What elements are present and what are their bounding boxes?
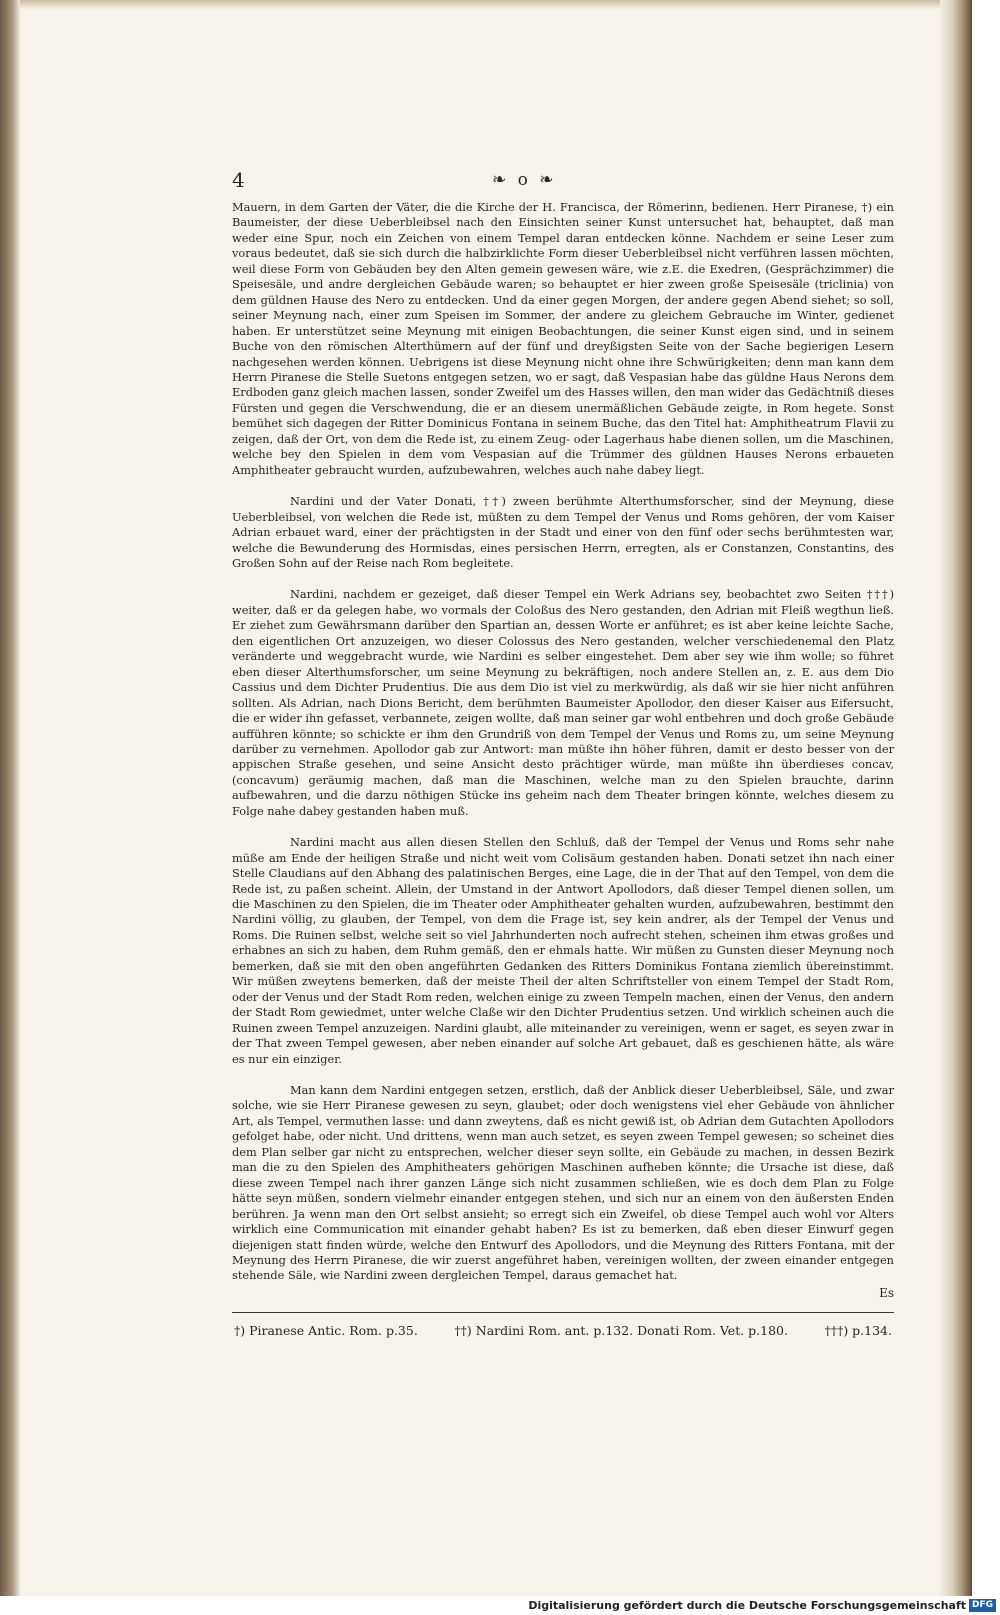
- digitization-footer: [0, 1596, 1000, 1615]
- paragraph-4: Nardini macht aus allen diesen Stellen den Schluß, daß der Tempel der Venus und Roms sehr nahe müße am Ende der heiligen Straße und nicht weit vom Colisäum gestanden haben. Donati setzet ihn nach einer Stelle Claudians auf den Abhang des palatinischen Berges, eine Lage, die in der That auf den Tempel, von dem die Rede ist, zu paßen scheint. Allein, der Umstand in der Antwort Apollodors, daß dieser Tempel dienen sollen, um die Maschinen zu den Spielen, die im Theater oder Amphitheater gehalten wurden, aufzubewahren, bestimmt den Nardini völlig, zu glauben, der Tempel, von dem die Frage ist, sey kein andrer, als der Tempel der Venus und Roms. Die Ruinen selbst, welche seit so viel Jahrhunderten noch aufrecht stehen, scheinen ihm etwas großes und erhabnes an sich zu haben, dem Ruhm gemäß, den er ehmals hatte. Wir müßen zu Gunsten dieser Meynung noch bemerken, daß sie mit den oben angeführten Gedanken des Ritters Dominikus Fontana ziemlich übereinstimmt. Wir müßen zweytens bemerken, daß der meiste Theil der alten Schriftsteller von einem Tempel der Stadt Rom, oder der Venus und der Stadt Rom reden, welchen einige zu zween Tempeln machen, einen der Venus, den andern der Stadt Rom gewiedmet, unter welche Claße wir den Dichter Prudentius setzen. Und wirklich scheinen auch die Ruinen zween Tempel anzuzeigen. Nardini glaubt, alle miteinander zu vereinigen, wenn er saget, es seyen zwar in der That zween Tempel gewesen, aber neben einander auf solche Art gebauet, daß es geschienen hätte, als wäre es nur ein einziger.: [232, 835, 894, 1066]
- dfg-logo: DFG: [969, 1599, 996, 1612]
- footnote-rule: [232, 1312, 894, 1313]
- footer-text: Digitalisierung gefördert durch die Deutsche Forschungsgemeinschaft: [528, 1599, 966, 1612]
- header-ornament: ❧ o ❧: [492, 170, 557, 190]
- paragraph-1: Mauern, in dem Garten der Väter, die die Kirche der H. Francisca, der Römerinn, bedienen. Herr Piranese, †) ein Baumeister, der diese Ueberbleibsel nach den Einsichten seiner Kunst untersuchet hat, behauptet, daß man weder eine Spur, noch ein Zeichen von einem Tempel daran entdecken könne. Nachdem er seine Leser zum voraus bedeutet, daß sie sich durch die halbzirklichte Form dieser Ueberbleibsel nicht verführen lassen möchten, weil diese Form von Gebäuden bey den Alten gemein gewesen wäre, wie z.E. die Exedren, (Gesprächzimmer) die Speisesäle, und andre dergleichen Gebäude waren; so behauptet er hier zween große Speisesäle (triclinia) von dem güldnen Hause des Nero zu entdecken. Und da einer gegen Morgen, der andere gegen Abend siehet; so soll, seiner Meynung nach, einer zum Speisen im Sommer, der andere zu gleichem Gebrauche im Winter, gedienet haben. Er unterstützet seine Meynung mit einigen Beobachtungen, die seiner Kunst eigen sind, und in seinem Buche von den römischen Alterthümern auf der fünf und dreyßigsten Seite von der Sache begierigen Lesern nachgesehen werden können. Uebrigens ist diese Meynung nicht ohne ihre Schwürigkeiten; denn man kann dem Herrn Piranese die Stelle Suetons entgegen setzen, wo er sagt, daß Vespasian habe das güldne Haus Nerons dem Erdboden ganz gleich machen lassen, sonder Zweifel um des Hasses willen, den man wider das Gedächtniß dieses Fürsten und gegen die Verschwendung, die er an diesem unermäßlichen Gebäude zeigte, in Rom hegete. Sonst bemühet sich dagegen der Ritter Dominicus Fontana in seinem Buche, das den Titel hat: Amphitheatrum Flavii zu zeigen, daß der Ort, von dem die Rede ist, zu einem Zeug- oder Lagerhaus habe dienen sollen, um die Maschinen, welche bey den Spielen in dem vom Vespasian auf die Trümmer des güldnen Hauses Nerons erbaueten Amphitheater gebraucht wurden, aufzubewahren, welches auch nahe dabey liegt.: [232, 200, 894, 477]
- page-top-edge: [0, 0, 972, 10]
- book-page-edges: [940, 0, 972, 1596]
- page-number: 4: [232, 168, 245, 192]
- footnote-2: ††) Nardini Rom. ant. p.132. Donati Rom. Vet. p.180.: [454, 1322, 788, 1338]
- paragraph-5: Man kann dem Nardini entgegen setzen, erstlich, daß der Anblick dieser Ueberbleibsel, Säle, und zwar solche, wie sie Herr Piranese gewesen zu seyn, glaubet; oder doch wenigstens viel eher Gebäude von ähnlicher Art, als Tempel, vermuthen lasse: und dann zweytens, daß es nicht gewiß ist, ob Adrian dem Gutachten Apollodors gefolget habe, oder nicht. Und drittens, wenn man auch setzet, es seyen zween Tempel gewesen; so scheinet dies dem Plan selber gar nicht zu entsprechen, welcher dieser seyn sollte, ein Gebäude zu machen, in dessen Bezirk man die zu den Spielen des Amphitheaters gehörigen Maschinen aufheben könnte; die Ursache ist diese, daß diese zween Tempel nach ihrer ganzen Länge sich nicht zusammen schließen, wie es doch dem Plan zu Folge hätte seyn müßen, sondern vielmehr einander entgegen stehen, und sich nur an einem von den äußersten Enden berühren. Ja wenn man den Ort selbst ansieht; so erregt sich ein Zweifel, ob diese Tempel auch wohl vor Alters wirklich eine Communication mit einander gehabt haben? Es ist zu bemerken, daß eben dieser Einwurf gegen diejenigen statt finden würde, welche den Entwurf des Apollodors, und die Meynung des Ritters Fontana, mit der Meynung des Herrn Piranese, die wir zuerst angeführet haben, vereinigen wollten, der zween einander entgegen stehende Säle, wie Nardini zween dergleichen Tempel, daraus gemachet hat.: [232, 1083, 894, 1283]
- page-header: [232, 160, 894, 200]
- footnotes: [232, 1323, 894, 1338]
- paragraph-3: Nardini, nachdem er gezeiget, daß dieser Tempel ein Werk Adrians sey, beobachtet zwo Seiten †††) weiter, daß er da gelegen habe, wo vormals der Coloßus des Nero gestanden, den Adrian mit Fleiß wegthun ließ. Er ziehet zum Gewährsmann darüber den Spartian an, dessen Worte er anführet; es ist aber keine leichte Sache, den eigentlichen Ort anzuzeigen, wo dieser Colossus des Nero gestanden, welcher verschiedenemal den Platz veränderte und weggebracht wurde, wie Nardini es selber eingestehet. Dem aber sey wie ihm wolle; so führet eben dieser Alterthumsforscher, um seine Meynung zu bekräftigen, noch andere Stellen an, z. E. aus dem Dio Cassius und dem Dichter Prudentius. Die aus dem Dio ist viel zu merkwürdig, als daß wir sie hier nicht anführen sollten. Als Adrian, nach Dions Bericht, dem berühmten Baumeister Apollodor, den dieser Kaiser aus Eifersucht, die er wider ihn gefasset, verbannete, zeigen wollte, daß man seiner gar wohl entbehren und doch große Gebäude aufführen könnte; so schickte er ihm den Grundriß von dem Tempel der Venus und Roms zu, um seine Meynung darüber zu vernehmen. Apollodor gab zur Antwort: man müßte ihn höher führen, damit er desto besser von der appischen Straße gesehen, und seine Ansicht desto prächtiger würde, man müßte ihn überdieses concav, (concavum) geräumig machen, daß man die Maschinen, welche man zu den Spielen brauchte, darinn aufbewahren, und die darzu nöthigen Stücke ins geheim nach dem Theater bringen könnte, welches diesem zu Folge nahe dabey gestanden haben muß.: [232, 587, 894, 818]
- footnote-3: †††) p.134.: [824, 1322, 892, 1338]
- paragraph-2: Nardini und der Vater Donati, ††) zween berühmte Alterthumsforscher, sind der Meynung, diese Ueberbleibsel, von welchen die Rede ist, müßten zu dem Tempel der Venus und Roms gehören, der vom Kaiser Adrian erbauet ward, einer der prächtigsten in der Stadt und einer von den fünf oder sechs berühmtesten war, welche die Bewunderung des Hormisdas, eines persischen Herrn, erregten, als er Constanzen, Constantins, des Großen Sohn auf der Reise nach Rom begleitete.: [232, 494, 894, 570]
- catchword: Es: [879, 1285, 894, 1300]
- footnote-1: †) Piranese Antic. Rom. p.35.: [234, 1322, 418, 1338]
- page-content: [232, 160, 894, 1338]
- book-binding-edge: [0, 0, 20, 1596]
